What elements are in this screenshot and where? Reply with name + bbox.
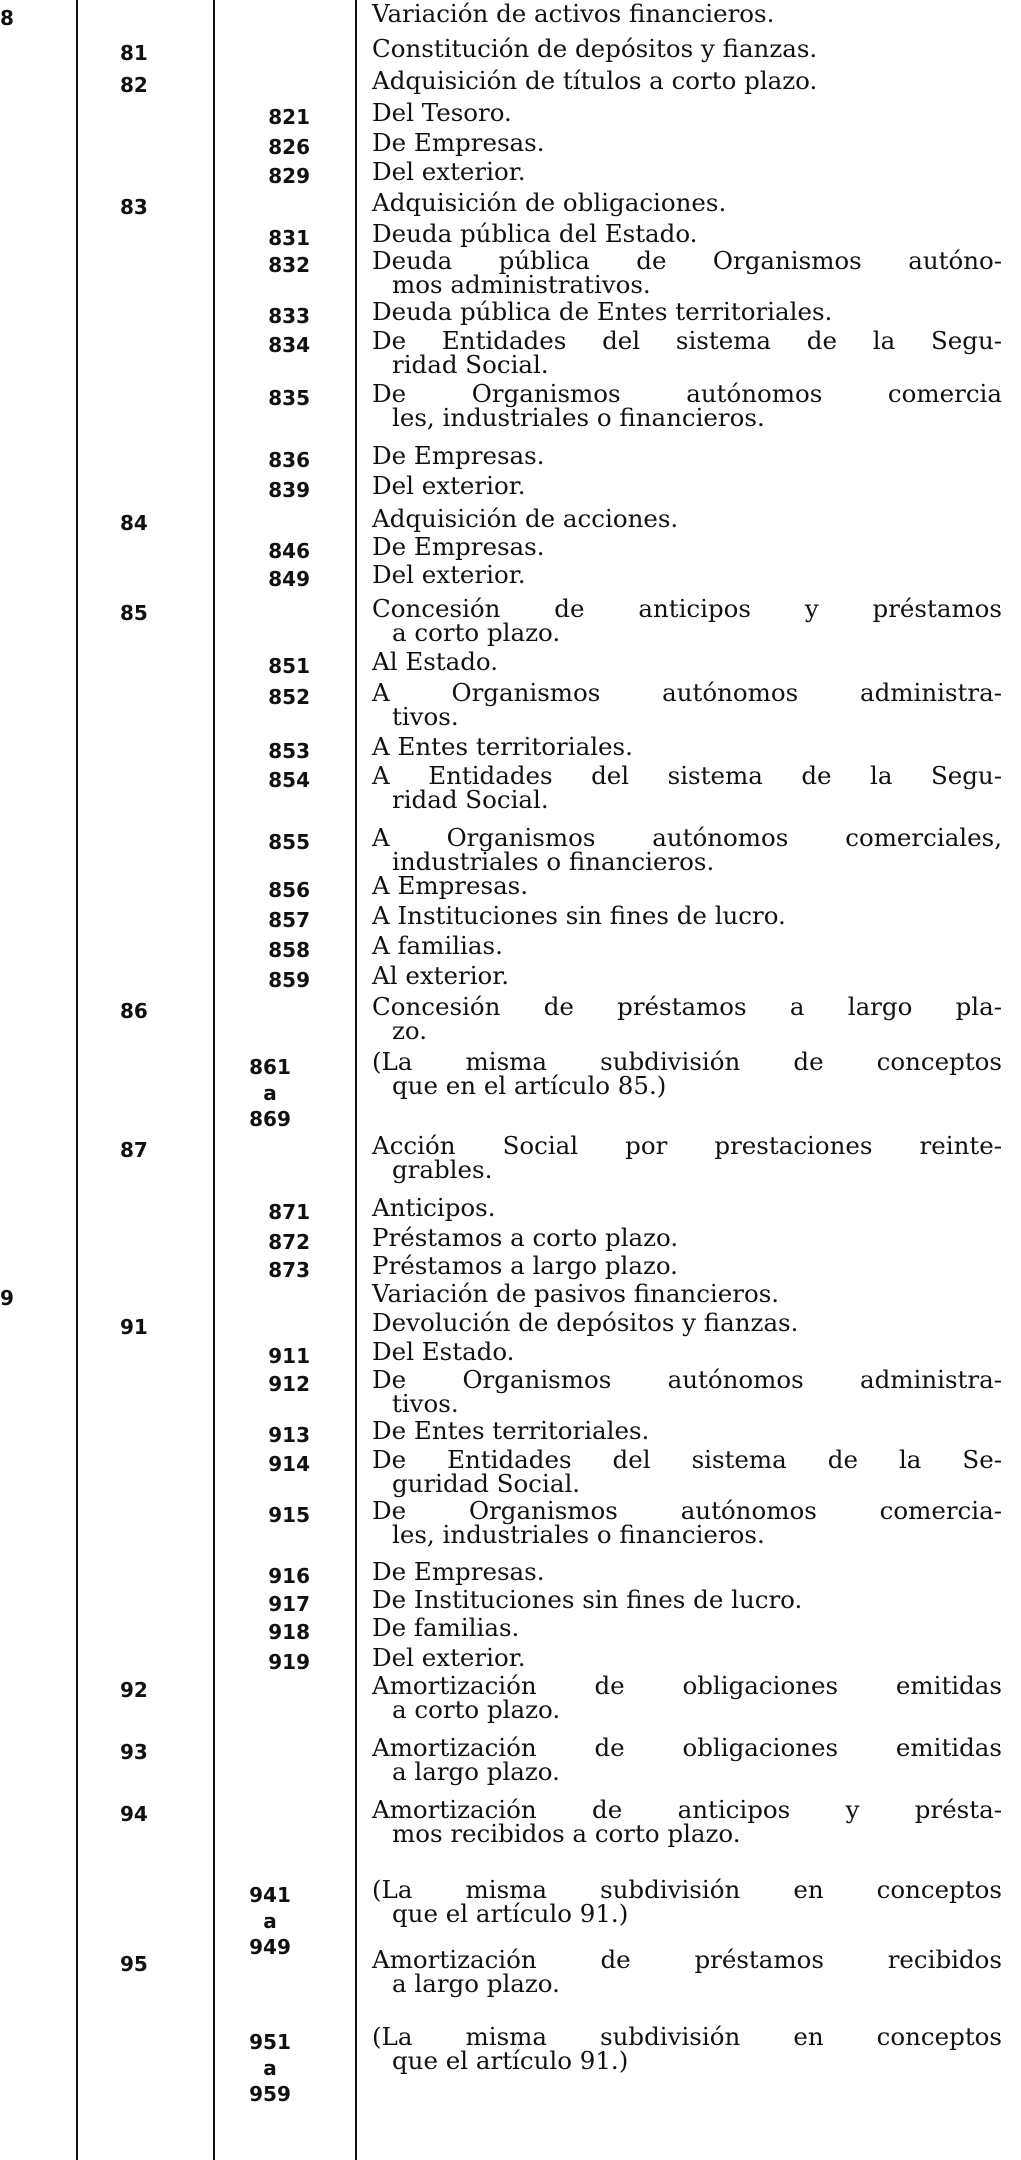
concept-code: 854 — [268, 768, 310, 792]
concept-range-part: 959 — [249, 2082, 291, 2106]
description — [372, 128, 1002, 157]
description-line: (La misma subdivisión de conceptos — [372, 1047, 1002, 1076]
concept-range-part: 949 — [249, 1935, 291, 1959]
article-code: 85 — [120, 601, 148, 625]
article-code: 83 — [120, 195, 148, 219]
concept-code: 831 — [268, 226, 310, 250]
concept-code: 856 — [268, 878, 310, 902]
description — [372, 1445, 1002, 1498]
description-line: De Entidades del sistema de la Se- — [372, 1445, 1002, 1474]
concept-code: 829 — [268, 164, 310, 188]
concept-code: 835 — [268, 386, 310, 410]
article-code: 82 — [120, 73, 148, 97]
description-line: Deuda pública de Organismos autóno- — [372, 246, 1002, 275]
concept-code: 834 — [268, 333, 310, 357]
description-line: Adquisición de acciones. — [372, 504, 679, 533]
concept-code: 821 — [268, 105, 310, 129]
description-line: mos recibidos a corto plazo. — [392, 1819, 741, 1848]
description-line: guridad Social. — [392, 1469, 581, 1498]
concept-code: 912 — [268, 1372, 310, 1396]
description-line: a corto plazo. — [392, 1695, 561, 1724]
description — [372, 901, 1002, 930]
description-line: que el artículo 91.) — [392, 2046, 629, 2075]
description — [372, 1365, 1002, 1418]
table-rule-middle — [213, 0, 215, 2160]
description — [372, 678, 1002, 731]
description — [372, 594, 1002, 647]
description-line: mos administrativos. — [392, 270, 651, 299]
concept-code: 871 — [268, 1200, 310, 1224]
concept-range-part: 861 — [249, 1055, 291, 1079]
description-line: que el artículo 91.) — [392, 1899, 629, 1928]
concept-code: 852 — [268, 685, 310, 709]
concept-code: 839 — [268, 478, 310, 502]
description-line: Del Tesoro. — [372, 98, 512, 127]
description-line: A Entes territoriales. — [372, 732, 633, 761]
description — [372, 441, 1002, 470]
description — [372, 1795, 1002, 1848]
concept-code: 919 — [268, 1650, 310, 1674]
description — [372, 1251, 1002, 1280]
description — [372, 823, 1002, 876]
concept-range-part: a — [263, 2056, 277, 2080]
description-line: A Organismos autónomos administra- — [372, 678, 1002, 707]
description — [372, 1223, 1002, 1252]
concept-code: 859 — [268, 968, 310, 992]
description-line: Del Estado. — [372, 1337, 515, 1366]
description-line: De Organismos autónomos comercia — [372, 379, 1002, 408]
description — [372, 246, 1002, 299]
article-code: 92 — [120, 1678, 148, 1702]
description — [372, 219, 1002, 248]
article-code: 91 — [120, 1315, 148, 1339]
table-rule-left — [76, 0, 78, 2160]
description-line: Adquisición de títulos a corto plazo. — [372, 66, 818, 95]
description — [372, 647, 1002, 676]
description-line: Préstamos a corto plazo. — [372, 1223, 679, 1252]
description — [372, 1337, 1002, 1366]
description-line: Deuda pública de Entes territoriales. — [372, 297, 833, 326]
concept-code: 836 — [268, 448, 310, 472]
concept-code: 855 — [268, 830, 310, 854]
description-line: Del exterior. — [372, 560, 526, 589]
description — [372, 297, 1002, 326]
description-line: Del exterior. — [372, 157, 526, 186]
concept-range — [230, 2029, 310, 2107]
description-line: grables. — [392, 1155, 493, 1184]
table-rule-right — [355, 0, 357, 2160]
concept-range-part: 951 — [249, 2030, 291, 2054]
description — [372, 1671, 1002, 1724]
concept-code: 849 — [268, 567, 310, 591]
description-line: Al exterior. — [372, 961, 510, 990]
description-line: industriales o financieros. — [392, 847, 715, 876]
description-line: Deuda pública del Estado. — [372, 219, 698, 248]
description — [372, 532, 1002, 561]
description — [372, 1416, 1002, 1445]
concept-code: 911 — [268, 1344, 310, 1368]
description — [372, 992, 1002, 1045]
description — [372, 1875, 1002, 1928]
description-line: De Entidades del sistema de la Segu- — [372, 326, 1002, 355]
description-line: De Empresas. — [372, 1557, 545, 1586]
description — [372, 1585, 1002, 1614]
description — [372, 732, 1002, 761]
description-line: Del exterior. — [372, 1643, 526, 1672]
description-line: Amortización de obligaciones emitidas — [372, 1733, 1002, 1762]
description — [372, 2022, 1002, 2075]
description — [372, 1733, 1002, 1786]
description-line: De Instituciones sin fines de lucro. — [372, 1585, 803, 1614]
description — [372, 1557, 1002, 1586]
concept-code: 873 — [268, 1258, 310, 1282]
description — [372, 961, 1002, 990]
description-line: A familias. — [372, 931, 503, 960]
description — [372, 1193, 1002, 1222]
description — [372, 34, 1002, 63]
description-line: Amortización de anticipos y présta- — [372, 1795, 1002, 1824]
description — [372, 1613, 1002, 1642]
description-line: Préstamos a largo plazo. — [372, 1251, 678, 1280]
description-line: a corto plazo. — [392, 618, 561, 647]
concept-code: 851 — [268, 654, 310, 678]
concept-range — [230, 1882, 310, 1960]
concept-code: 913 — [268, 1423, 310, 1447]
concept-code: 832 — [268, 253, 310, 277]
description-line: A Instituciones sin fines de lucro. — [372, 901, 786, 930]
concept-range-part: 941 — [249, 1883, 291, 1907]
concept-code: 857 — [268, 908, 310, 932]
concept-code: 833 — [268, 304, 310, 328]
description-line: Amortización de préstamos recibidos — [372, 1945, 1002, 1974]
concept-code: 916 — [268, 1564, 310, 1588]
description-line: A Organismos autónomos comerciales, — [372, 823, 1002, 852]
description-line: a largo plazo. — [392, 1757, 560, 1786]
description-line: Acción Social por prestaciones reinte- — [372, 1131, 1002, 1160]
concept-range-part: 869 — [249, 1107, 291, 1131]
concept-code: 914 — [268, 1452, 310, 1476]
description-line: De Empresas. — [372, 441, 545, 470]
description-line: les, industriales o financieros. — [392, 403, 765, 432]
description-line: ridad Social. — [392, 350, 549, 379]
concept-code: 826 — [268, 135, 310, 159]
description-line: Adquisición de obligaciones. — [372, 188, 727, 217]
description-line: Variación de pasivos financieros. — [372, 1279, 780, 1308]
article-code: 81 — [120, 41, 148, 65]
description-line: De Organismos autónomos comercia- — [372, 1496, 1002, 1525]
description-line: a largo plazo. — [392, 1969, 560, 1998]
description-line: Amortización de obligaciones emitidas — [372, 1671, 1002, 1700]
article-code: 93 — [120, 1740, 148, 1764]
description-line: Al Estado. — [372, 647, 499, 676]
concept-code: 872 — [268, 1230, 310, 1254]
description — [372, 98, 1002, 127]
description-line: Devolución de depósitos y fianzas. — [372, 1308, 799, 1337]
description — [372, 1496, 1002, 1549]
description-line: (La misma subdivisión en conceptos — [372, 1875, 1002, 1904]
description — [372, 761, 1002, 814]
description — [372, 66, 1002, 95]
article-code: 94 — [120, 1802, 148, 1826]
description-line: Del exterior. — [372, 471, 526, 500]
description-line: que en el artículo 85.) — [392, 1071, 667, 1100]
description-line: De Empresas. — [372, 128, 545, 157]
article-code: 95 — [120, 1952, 148, 1976]
description-line: De Organismos autónomos administra- — [372, 1365, 1002, 1394]
description — [372, 2, 1002, 26]
description-line: tivos. — [392, 702, 459, 731]
description-line: Anticipos. — [372, 1193, 496, 1222]
concept-code: 917 — [268, 1592, 310, 1616]
description — [372, 560, 1002, 589]
description — [372, 157, 1002, 186]
description — [372, 188, 1002, 217]
chapter-code: 8 — [0, 6, 14, 30]
description-line: les, industriales o financieros. — [392, 1520, 765, 1549]
description-line: A Empresas. — [372, 871, 529, 900]
description-line: ridad Social. — [392, 785, 549, 814]
concept-code: 858 — [268, 938, 310, 962]
description-line: De Entes territoriales. — [372, 1416, 650, 1445]
description — [372, 1131, 1002, 1184]
description — [372, 1279, 1002, 1308]
description-line: Concesión de préstamos a largo pla- — [372, 992, 1002, 1021]
concept-range-part: a — [263, 1909, 277, 1933]
description — [372, 471, 1002, 500]
description-line: Variación de activos financieros. — [372, 0, 775, 28]
chapter-code: 9 — [0, 1286, 14, 1310]
description-line: (La misma subdivisión en conceptos — [372, 2022, 1002, 2051]
article-code: 84 — [120, 511, 148, 535]
description — [372, 1945, 1002, 1998]
concept-code: 853 — [268, 739, 310, 763]
description-line: De familias. — [372, 1613, 520, 1642]
concept-range — [230, 1054, 310, 1132]
concept-code: 915 — [268, 1503, 310, 1527]
concept-code: 846 — [268, 539, 310, 563]
description-line: zo. — [392, 1016, 428, 1045]
description — [372, 871, 1002, 900]
description-line: tivos. — [392, 1389, 459, 1418]
description-line: Concesión de anticipos y préstamos — [372, 594, 1002, 623]
description — [372, 931, 1002, 960]
description — [372, 1047, 1002, 1100]
description — [372, 1643, 1002, 1672]
description — [372, 504, 1002, 533]
description-line: De Empresas. — [372, 532, 545, 561]
description — [372, 379, 1002, 432]
concept-code: 918 — [268, 1620, 310, 1644]
description-line: Constitución de depósitos y fianzas. — [372, 34, 818, 63]
description-line: A Entidades del sistema de la Segu- — [372, 761, 1002, 790]
article-code: 87 — [120, 1138, 148, 1162]
concept-range-part: a — [263, 1081, 277, 1105]
description — [372, 326, 1002, 379]
article-code: 86 — [120, 999, 148, 1023]
description — [372, 1308, 1002, 1337]
